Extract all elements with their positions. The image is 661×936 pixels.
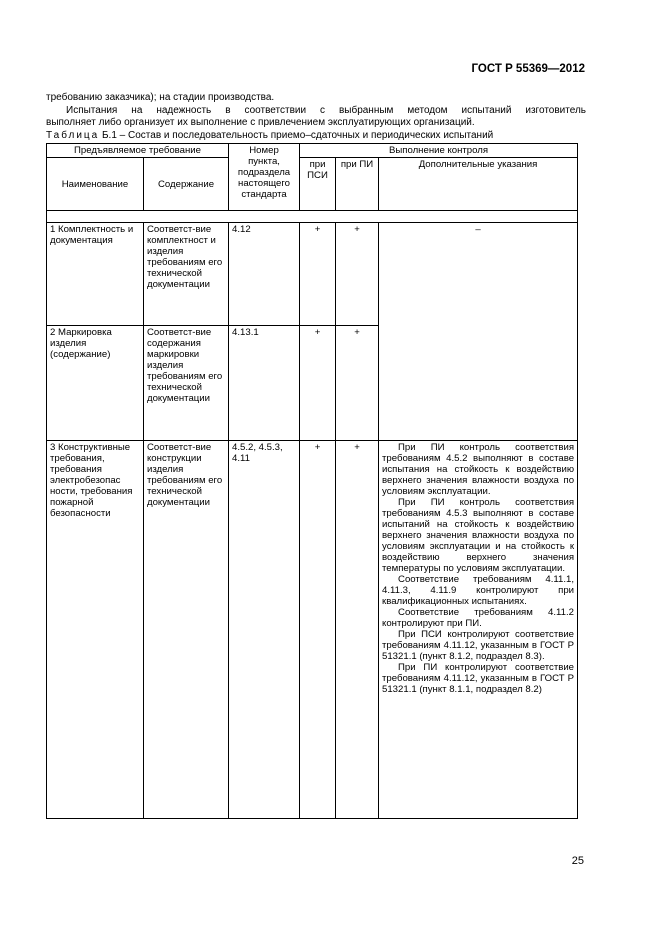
- row2-content: Соответст-вие содержания маркировки изделия требованиям его технической документации: [144, 326, 229, 441]
- header-row-1: [47, 144, 578, 158]
- header-psi: при ПСИ: [300, 158, 336, 211]
- row3-name: 3 Конструктивные требования, требования электробезопас ности, требования пожарной безопасности: [47, 441, 144, 819]
- row3-note-6: При ПИ контролируют соответствие требованиям 4.11.12, указанным в ГОСТ Р 51321.1 (пункт 8.1.1, подраздел 8.2): [382, 662, 575, 695]
- intro-line-2: Испытания на надежность в соответствии с выбранным методом испытаний изготовитель: [66, 105, 586, 116]
- row1-content: Соответст-вие комплектност и изделия требованиям его технической документации: [144, 223, 229, 326]
- table-caption: [46, 130, 586, 142]
- row3-content: Соответст-вие конструкции изделия требованиям его технической документации: [144, 441, 229, 819]
- spacer-row: [47, 211, 578, 223]
- standard-code: ГОСТ Р 55369—2012: [471, 63, 585, 75]
- table-caption-label: Таблица: [46, 130, 100, 141]
- header-requirement: Предъявляемое требование: [47, 144, 229, 158]
- row1-clause: 4.12: [229, 223, 300, 326]
- row2-clause: 4.13.1: [229, 326, 300, 441]
- table-caption-text: Б.1 – Состав и последовательность приемо–сдаточных и периодических испытаний: [99, 130, 494, 141]
- row2-psi: +: [300, 326, 336, 441]
- header-clause: Номер пункта, подраздела настоящего стандарта: [229, 144, 300, 211]
- row3-note-3: Соответствие требованиям 4.11.1, 4.11.3, 4.11.9 контролируют при квалификационных испытаниях.: [382, 574, 575, 607]
- table-row: [47, 441, 578, 819]
- row2-pi: +: [336, 326, 379, 441]
- page-number: 25: [571, 855, 584, 867]
- intro-line-1: требованию заказчика); на стадии производства.: [46, 92, 275, 103]
- header-pi: при ПИ: [336, 158, 379, 211]
- row2-notes: [379, 326, 578, 441]
- row3-note-2: При ПИ контроль соответствия требованиям 4.5.3 выполняют в составе испытаний на стойкость к воздействию верхнего значения влажности воздуха по условиям эксплуатации и на стойкость к воздействию верхнего значения температуры по условиям эксплуатации.: [382, 497, 575, 574]
- row3-notes: [379, 441, 578, 819]
- header-content: Содержание: [144, 158, 229, 211]
- row3-psi: +: [300, 441, 336, 819]
- row1-name: 1 Комплектность и документация: [47, 223, 144, 326]
- row3-pi: +: [336, 441, 379, 819]
- test-table: [46, 143, 578, 819]
- table-row: [47, 326, 578, 441]
- intro-line-3: выполняет либо организует их выполнение с привлечением эксплуатирующих организаций.: [46, 117, 475, 128]
- row1-psi: +: [300, 223, 336, 326]
- spacer-cell: [47, 211, 578, 223]
- row3-note-5: При ПСИ контролируют соответствие требованиям 4.11.12, указанным в ГОСТ Р 51321.1 (пункт 8.1.2, подраздел 8.3).: [382, 629, 575, 662]
- header-name: Наименование: [47, 158, 144, 211]
- row3-clause: 4.5.2, 4.5.3, 4.11: [229, 441, 300, 819]
- row1-pi: +: [336, 223, 379, 326]
- table-row: [47, 223, 578, 326]
- row2-name: 2 Маркировка изделия (содержание): [47, 326, 144, 441]
- header-control: Выполнение контроля: [300, 144, 578, 158]
- header-row-2: [47, 158, 578, 211]
- header-notes: Дополнительные указания: [379, 158, 578, 211]
- row1-notes: –: [379, 223, 578, 326]
- row3-note-4: Соответствие требованиям 4.11.2 контролируют при ПИ.: [382, 607, 575, 629]
- row3-note-1: При ПИ контроль соответствия требованиям 4.5.2 выполняют в составе испытания на стойкость к воздействию верхнего значения влажности воздуха по условиям эксплуатации.: [382, 442, 575, 497]
